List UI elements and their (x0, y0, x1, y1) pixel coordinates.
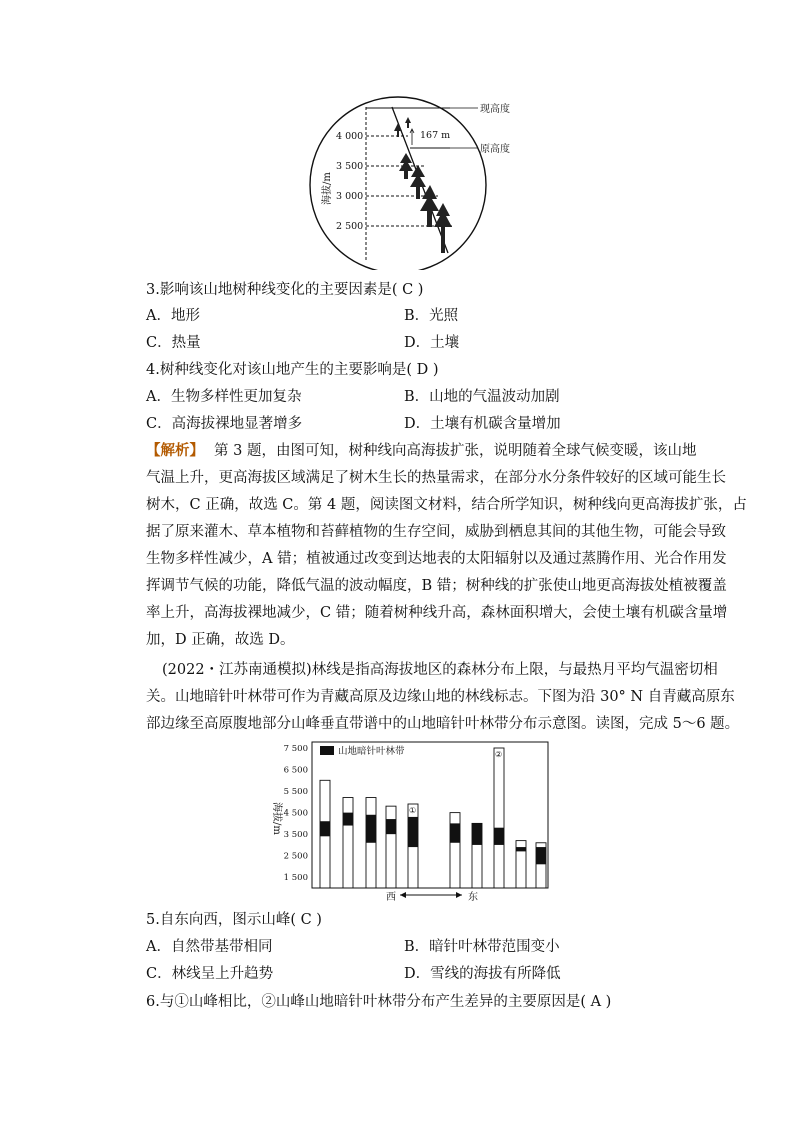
q3-option-a[interactable]: A．地形 (146, 308, 200, 324)
q5-option-a[interactable]: A．自然带基带相同 (146, 939, 273, 955)
analysis-tag (146, 441, 204, 461)
y-axis-label: 海拔/m (322, 172, 333, 205)
analysis-line-4: 据了原来灌木、草本植物和苔藓植物的生存空间，威胁到栖息其间的其他生物，可能会导致 (146, 524, 726, 540)
q4-option-d[interactable]: D．土壤有机碳含量增加 (404, 416, 561, 432)
forest-belt (366, 815, 376, 843)
arrow-head-right (456, 892, 462, 898)
q4-option-a[interactable]: A．生物多样性更加复杂 (146, 389, 302, 405)
q5-option-d[interactable]: D．雪线的海拔有所降低 (404, 966, 561, 982)
legend-label: 山地暗针叶林带 (338, 746, 405, 757)
material-line-1: (2022・江苏南通模拟)林线是指高海拔地区的森林分布上限，与最热月平均气温密切相 (162, 662, 718, 678)
analysis-line-3: 树木，C 正确，故选 C。第 4 题，阅读图文材料，结合所学知识，树种线向更高海拔扩张，占 (146, 497, 747, 513)
y-tick-label: 1 500 (283, 873, 308, 884)
q3-option-d[interactable]: D．土壤 (404, 335, 460, 351)
x-label-west: 西 (386, 892, 396, 903)
forest-belt-chart (262, 740, 552, 904)
forest-belt (450, 823, 460, 842)
label-now: 现高度 (480, 104, 510, 115)
tick-3000: 3 000 (336, 191, 364, 202)
peak-marker: ② (495, 750, 503, 759)
y-tick-label: 2 500 (283, 851, 308, 862)
peak-bar (494, 748, 504, 888)
peak-bar (386, 806, 396, 888)
analysis-line-8: 加，D 正确，故选 D。 (146, 632, 295, 648)
forest-belt (408, 817, 418, 847)
q5-stem: 5.自东向西，图示山峰( C ) (146, 912, 322, 928)
analysis-line-2: 气温上升，更高海拔区域满足了树木生长的热量需求，在部分水分条件较好的区域可能生长 (146, 470, 726, 486)
legend-swatch (320, 746, 334, 755)
peak-bar (343, 798, 353, 888)
analysis-line-7: 率上升，高海拔裸地减少，C 错；随着树种线升高，森林面积增大，会使土壤有机碳含量增 (146, 605, 728, 621)
forest-belt (516, 847, 526, 851)
q4-stem: 4.树种线变化对该山地产生的主要影响是( D ) (146, 362, 439, 378)
q6-stem: 6.与①山峰相比，②山峰山地暗针叶林带分布产生差异的主要原因是( A ) (146, 994, 612, 1010)
y-tick-label: 7 500 (283, 744, 308, 754)
material-line-2: 关。山地暗针叶林带可作为青藏高原及边缘山地的林线标志。下图为沿 30° N 自青藏高原东 (146, 689, 735, 705)
q5-option-b[interactable]: B．暗针叶林带范围变小 (404, 939, 560, 955)
forest-belt (472, 823, 482, 845)
forest-belt (320, 821, 330, 836)
tick-3500: 3 500 (336, 161, 364, 172)
analysis-line-6: 挥调节气候的功能，降低气温的波动幅度，B 错；树种线的扩张使山地更高海拔处植被覆盖 (146, 578, 727, 594)
arrow-head-left (400, 892, 406, 898)
x-label-east: 东 (468, 892, 478, 903)
forest-belt (494, 828, 504, 845)
q3-option-c[interactable]: C．热量 (146, 335, 201, 351)
label-orig: 原高度 (480, 144, 510, 155)
q5-option-c[interactable]: C．林线呈上升趋势 (146, 966, 274, 982)
tick-4000: 4 000 (336, 131, 364, 142)
shift-label: 167 m (420, 130, 451, 141)
chart-ylabel: 海拔/m (271, 802, 282, 835)
forest-belt (343, 813, 353, 826)
tick-2500: 2 500 (336, 221, 364, 232)
y-tick-label: 6 500 (283, 765, 308, 776)
analysis-line-5: 生物多样性减少，A 错；植被通过改变到达地表的太阳辐射以及通过蒸腾作用、光合作用发 (146, 551, 727, 567)
peak-marker: ① (409, 806, 417, 815)
q3-stem: 3.影响该山地树种线变化的主要因素是( C ) (146, 282, 424, 298)
y-tick-label: 5 500 (283, 787, 308, 798)
q4-option-b[interactable]: B．山地的气温波动加剧 (404, 389, 560, 405)
forest-belt (536, 847, 546, 864)
q3-option-b[interactable]: B．光照 (404, 308, 459, 324)
y-tick-label: 3 500 (283, 830, 308, 841)
analysis-line-1: 第 3 题，由图可知，树种线向高海拔扩张，说明随着全球气候变暖，该山地 (214, 443, 697, 459)
analysis-tag-label: 【解析】 (146, 442, 204, 459)
q4-option-c[interactable]: C．高海拔裸地显著增多 (146, 416, 303, 432)
treeline-figure (300, 95, 540, 270)
y-tick-label: 4 500 (283, 808, 308, 819)
forest-belt (386, 819, 396, 834)
material-line-3: 部边缘至高原腹地部分山峰垂直带谱中的山地暗针叶林带分布示意图。读图，完成 5～6 题。 (146, 716, 740, 732)
